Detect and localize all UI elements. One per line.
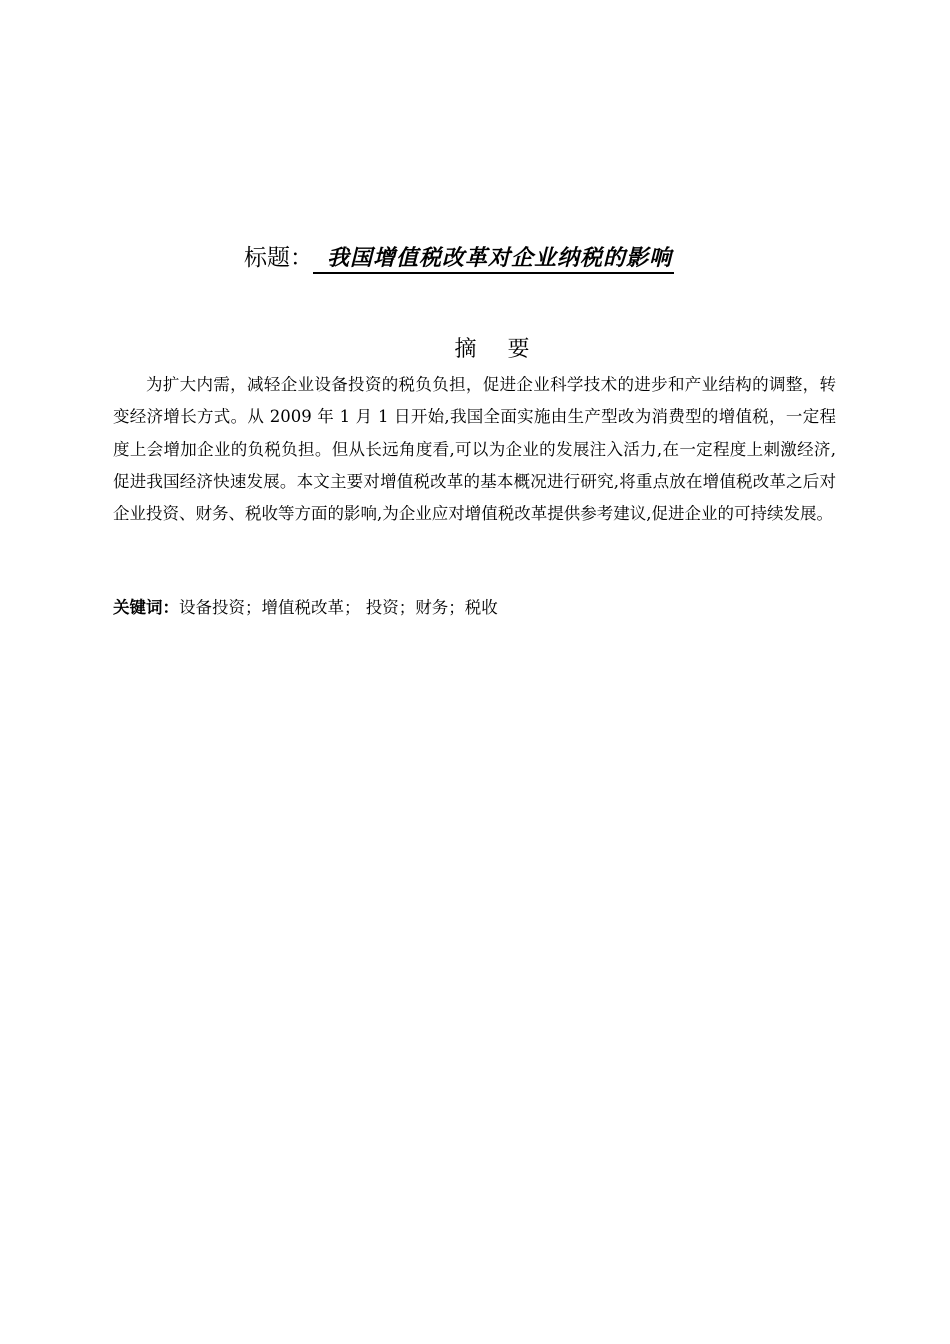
keywords-label: 关键词：	[113, 598, 179, 617]
abstract-body: 为扩大内需，减轻企业设备投资的税负负担，促进企业科学技术的进步和产业结构的调整，转变经济增长方式。从 2009 年 1 月 1 日开始,我国全面实施由生产型改为消费型的增值税，一定程度上会增加企业的负税负担。但从长远角度看,可以为企业的发展注入活力,在一定程度上刺激经济,促进我国经济快速发展。本文主要对增值税改革的基本概况进行研究,将重点放在增值税改革之后对企业投资、财务、税收等方面的影响,为企业应对增值税改革提供参考建议,促进企业的可持续发展。	[113, 375, 836, 524]
title-text: 我国增值税改革对企业纳税的影响	[313, 244, 674, 274]
abstract-heading: 摘 要	[454, 337, 542, 362]
keywords-line	[113, 592, 836, 624]
keywords-text: 设备投资；增值税改革； 投资；财务；税收	[179, 598, 498, 617]
title-line	[244, 238, 804, 278]
title-label: 标题：	[244, 245, 313, 271]
